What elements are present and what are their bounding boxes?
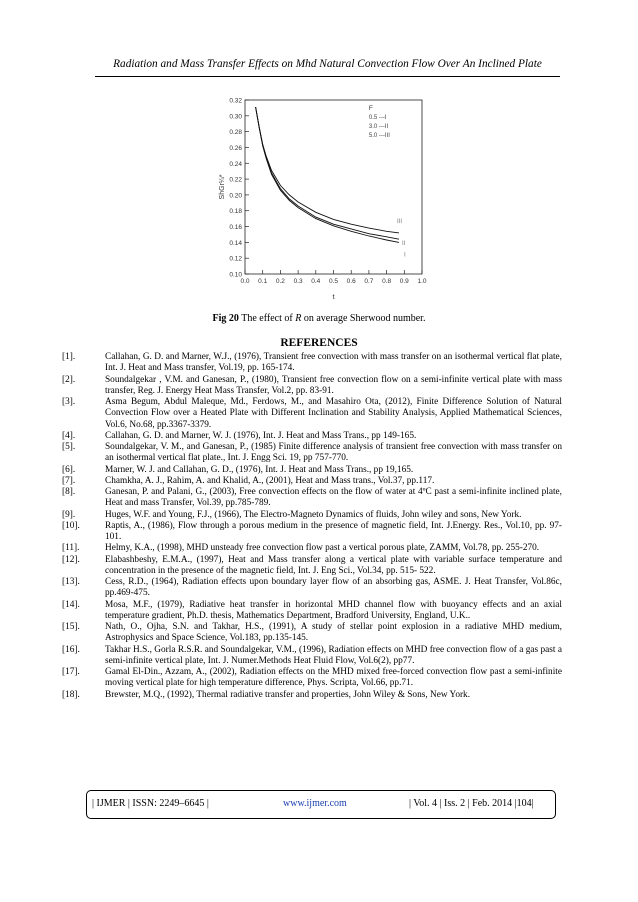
reference-item — [62, 645, 562, 668]
x-axis-label: t — [332, 292, 335, 301]
reference-text: Brewster, M.Q., (1992), Thermal radiative transfer and properties, John Wiley & Sons, New York. — [105, 689, 471, 700]
reference-number: [16]. — [62, 644, 80, 655]
reference-number: [9]. — [62, 509, 76, 520]
series-end-label: I — [403, 252, 406, 259]
reference-number: [3]. — [62, 397, 76, 407]
y-tick-label: 0.24 — [229, 160, 242, 168]
reference-number: [5]. — [62, 442, 76, 452]
legend-title: F — [368, 105, 373, 112]
references-heading: REFERENCES — [280, 337, 358, 349]
plot-frame — [245, 100, 422, 274]
reference-item — [62, 600, 562, 623]
figure-caption — [0, 313, 638, 324]
footer-url-link[interactable]: www.ijmer.com — [283, 798, 347, 809]
reference-item — [62, 442, 562, 465]
reference-number: [2]. — [62, 374, 76, 385]
reference-number: [4]. — [62, 430, 76, 441]
reference-number: [12]. — [62, 554, 80, 565]
reference-number: [13]. — [62, 577, 80, 587]
reference-item — [62, 465, 562, 476]
legend-entry: 0.5 ---I — [368, 115, 387, 121]
y-tick-label: 0.16 — [229, 224, 242, 232]
reference-text: Gamal El-Din., Azzam, A., (2002), Radiation effects on the MHD mixed free-forced convection flow past a semi-infinite moving vertical plate for high temperature difference, Phys. Scripta, Vol.66, pp.71. — [105, 667, 562, 689]
reference-number: [8]. — [62, 487, 76, 497]
caption-var: R — [295, 313, 302, 324]
reference-text: Helmy, K.A., (1998), MHD unsteady free convection flow past a vertical porous plate, ZAMM, Vol.78, pp. 255-270. — [105, 543, 540, 554]
reference-number: [1]. — [62, 352, 76, 362]
reference-text: Soundalgekar, V. M., and Ganesan, P., (1985) Finite difference analysis of transient free convection with mass transfer on an isothermal vertical flat plate., Int. J. Engg Sci. 19, pp 757-770. — [105, 442, 562, 464]
x-tick-label: 0.8 — [382, 278, 392, 285]
reference-text: Asma Begum, Abdul Maleque, Md., Ferdows, M., and Masahiro Ota, (2012), Finite Difference Solution of Natural Convection Flow over a Heated Plate with Different Inclination and Stability Analysis, Applied Mathematical Sciences, Vol.6, No.68, pp.3367-3379. — [105, 397, 562, 430]
reference-item — [62, 622, 562, 645]
reference-item — [62, 510, 562, 521]
reference-text: Elabashbeshy, E.M.A., (1997), Heat and Mass transfer along a vertical plate with variable surface temperature and concentration in the presence of the magnetic field, Int. J. Eng Sci., Vol.34, pp. 515- 522. — [105, 554, 562, 576]
header-rule — [95, 76, 560, 77]
x-tick-label: 0.6 — [346, 278, 356, 285]
footer — [86, 790, 556, 819]
y-tick-label: 0.12 — [229, 255, 242, 263]
reference-item — [62, 577, 562, 600]
reference-item — [62, 555, 562, 578]
reference-item — [62, 487, 562, 510]
reference-text: Huges, W.F. and Young, F.J., (1966), The Electro-Magneto Dynamics of fluids, John wiley and sons, New York. — [105, 509, 522, 520]
footer-journal: | IJMER | ISSN: 2249–6645 | — [92, 798, 209, 809]
y-tick-label: 0.30 — [229, 113, 242, 121]
x-tick-label: 0.2 — [275, 278, 285, 285]
y-tick-label: 0.20 — [229, 192, 242, 200]
caption-text-b: on average Sherwood number. — [301, 313, 426, 324]
reference-number: [17]. — [62, 667, 80, 677]
reference-item — [62, 543, 562, 554]
reference-number: [15]. — [62, 622, 80, 632]
reference-item — [62, 667, 562, 690]
reference-text: Nath, O., Ojha, S.N. and Takhar, H.S., (1991), A study of stellar point explosion in a radiative MHD medium, Astrophysics and Space Science, Vol.183, pp.135-145. — [105, 622, 562, 644]
sherwood-chart — [200, 90, 440, 310]
reference-text: Mosa, M.F., (1979), Radiative heat transfer in horizontal MHD channel flow with buoyancy effects and an axial temperature gradient, Ph.D. thesis, Mathematics Department, Bradford University, England, U.K.. — [105, 599, 562, 621]
y-tick-label: 0.18 — [229, 208, 242, 216]
references-list — [62, 352, 562, 701]
reference-number: [11]. — [62, 543, 80, 554]
x-tick-label: 0.1 — [258, 278, 268, 285]
x-tick-label: 0.0 — [240, 278, 250, 285]
reference-number: [6]. — [62, 464, 76, 475]
y-tick-label: 0.10 — [229, 271, 242, 279]
y-axis-label: ShGr¼* — [219, 174, 226, 200]
x-tick-label: 0.7 — [364, 278, 374, 285]
y-tick-label: 0.14 — [229, 239, 242, 247]
x-tick-label: 0.5 — [328, 278, 339, 285]
reference-item — [62, 521, 562, 544]
reference-text: Cess, R.D., (1964), Radiation effects upon boundary layer flow of an absorbing gas, ASME. J. Heat Transfer, Vol.86c, pp.469-475. — [105, 577, 562, 599]
y-tick-label: 0.26 — [229, 144, 242, 152]
reference-item — [62, 397, 562, 431]
caption-label: Fig 20 — [212, 313, 239, 324]
reference-item — [62, 375, 562, 398]
reference-number: [10]. — [62, 520, 80, 531]
x-tick-label: 0.3 — [293, 278, 303, 285]
footer-issue: | Vol. 4 | Iss. 2 | Feb. 2014 |104| — [409, 798, 534, 809]
caption-text-a: The effect of — [238, 313, 296, 324]
y-tick-label: 0.28 — [229, 129, 242, 137]
x-tick-label: 1.0 — [417, 278, 427, 285]
reference-number: [18]. — [62, 689, 80, 700]
series-end-label: III — [396, 218, 403, 225]
reference-item — [62, 690, 562, 701]
series-end-label: II — [401, 241, 406, 248]
reference-item — [62, 431, 562, 442]
reference-text: Callahan, G. D. and Marner, W. J. (1976), Int. J. Heat and Mass Trans., pp 149-165. — [105, 430, 417, 441]
reference-text: Callahan, G. D. and Marner, W.J., (1976), Transient free convection with mass transfer on an isothermal vertical flat plate, Int. J. Heat and Mass transfer, Vol.19, pp. 165-174. — [105, 352, 562, 374]
reference-text: Marner, W. J. and Callahan, G. D., (1976), Int. J. Heat and Mass Trans., pp 19,165. — [105, 464, 414, 475]
x-tick-label: 0.9 — [399, 278, 409, 285]
x-tick-label: 0.4 — [311, 278, 321, 285]
reference-text: Ganesan, P. and Palani, G., (2003), Free convection effects on the flow of water at 4ºC past a semi-infinite inclined plate, Heat and mass Transfer, Vol.39, pp.785-789. — [105, 487, 562, 509]
reference-text: Chamkha, A. J., Rahim, A. and Khalid, A., (2001), Heat and Mass trans., Vol.37, pp.117. — [105, 475, 435, 486]
reference-number: [14]. — [62, 599, 80, 610]
legend-entry: 5.0 ---III — [368, 133, 390, 139]
reference-item — [62, 476, 562, 487]
y-tick-label: 0.32 — [229, 97, 242, 105]
reference-item — [62, 352, 562, 375]
legend-entry: 3.0 ---II — [368, 124, 389, 130]
y-tick-label: 0.22 — [229, 176, 242, 184]
reference-text: Takhar H.S., Gorla R.S.R. and Soundalgekar, V.M., (1996), Radiation effects on MHD free convection flow of a gas past a semi-infinite vertical plate, Int. J. Numer.Methods Heat Fluid Flow, Vol.6(2), pp77. — [105, 644, 562, 666]
running-header: Radiation and Mass Transfer Effects on Mhd Natural Convection Flow Over An Inclined Plate — [113, 58, 542, 70]
reference-text: Soundalgekar , V.M. and Ganesan, P., (1980), Transient free convection flow on a semi-infinite vertical plate with mass transfer, Reg. J. Energy Heat Mass Transfer, Vol.2, pp. 83-91. — [105, 374, 562, 396]
reference-number: [7]. — [62, 475, 76, 486]
reference-text: Raptis, A., (1986), Flow through a porous medium in the presence of magnetic field, Int. J.Energy. Res., Vol.10, pp. 97-101. — [105, 520, 562, 542]
